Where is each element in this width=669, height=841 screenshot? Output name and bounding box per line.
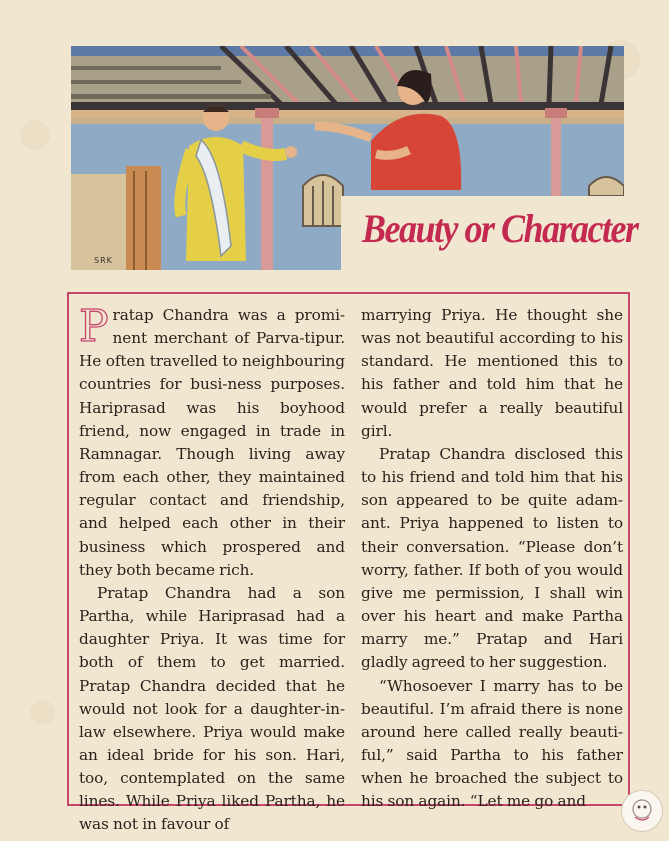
story-title: Beauty or Character <box>362 206 638 251</box>
publisher-logo-icon <box>621 790 663 832</box>
paragraph-2: Pratap Chandra had a son Partha, while Hariprasad had a daughter Priya. It was time for both of them to get married. Pratap Chandra decided that he would not look for a daughter-in-law elsewhere. Priya would make an ideal bride for his son. Hari, too, contemplated on the same lines. While Priya liked Partha, he was not in favour of <box>79 583 345 834</box>
drop-cap: P <box>79 301 109 352</box>
paragraph-3: marrying Priya. He thought she was not beautiful according to his standard. He mentioned this to his father and told him that he would prefer a really beautiful girl. <box>361 306 623 440</box>
paragraph-1-text: ratap Chandra was a promi-nent merchant of Parva-tipur. He often travelled to neighbouring countries for busi-ness purposes. Hariprasad was his boyhood friend, now engaged in trade in Ramnagar. Though living away from each other, they maintained regular contact and friendship, and helped each other in their business which prospered and they both became rich. <box>79 306 345 579</box>
text-column-right <box>361 304 623 813</box>
story-text-box <box>67 292 630 834</box>
paragraph-5: “Whosoever I marry has to be beautiful. I’m afraid there is none around here called really beauti-ful,” said Partha to his father when he broached the subject to his son again. “Let me go and <box>361 676 623 811</box>
paragraph-4: Pratap Chandra disclosed this to his friend and told him that his son appeared to be quite adam-ant. Priya happened to listen to their conversation. “Please don’t worry, father. If both of you would give me permission, I shall win over his heart and make Partha marry me.” Pratap and Hari gladly agreed to her suggestion. <box>361 444 623 672</box>
artist-signature: SRK <box>94 256 113 265</box>
paragraph-1 <box>79 301 345 582</box>
text-column-left <box>79 301 345 837</box>
